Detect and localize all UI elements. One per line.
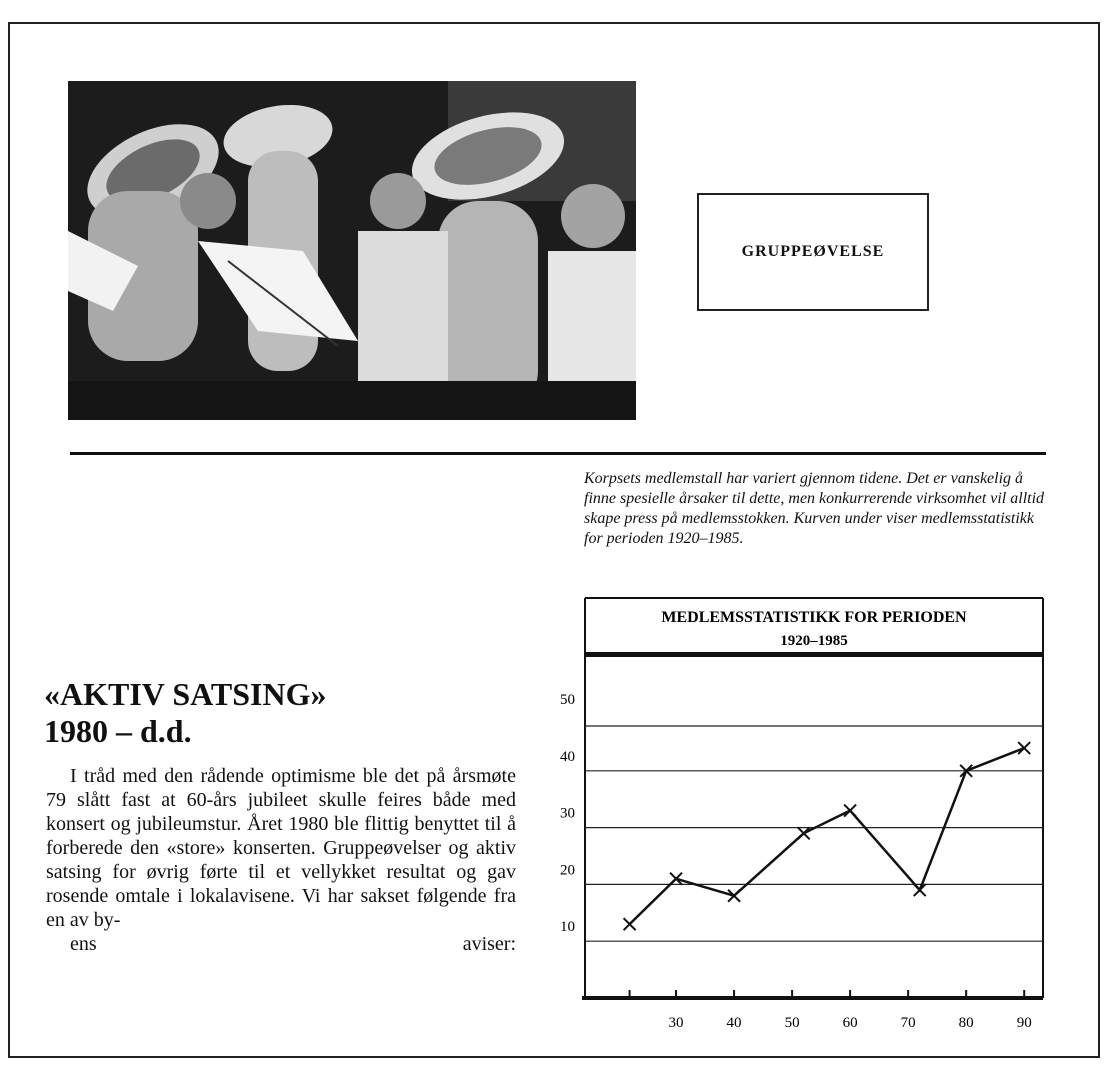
data-point-marker [1018, 742, 1030, 754]
band-photo [68, 81, 636, 420]
chart-title-underline [585, 652, 1043, 657]
data-point-marker [624, 918, 636, 930]
x-tick-label: 50 [784, 1015, 800, 1031]
x-tick-label: 30 [668, 1015, 684, 1031]
y-tick-label: 30 [560, 805, 575, 822]
membership-chart-svg [556, 594, 1056, 1039]
x-tick-label: 60 [842, 1015, 858, 1031]
membership-chart [556, 594, 1056, 1039]
headline-line-1: «AKTIV SATSING» [44, 676, 327, 712]
x-tick-label: 90 [1016, 1015, 1032, 1031]
y-tick-label: 20 [560, 862, 575, 879]
y-tick-label: 50 [560, 692, 575, 708]
section-divider [70, 452, 1046, 455]
article-body-last-right: aviser: [462, 933, 516, 955]
y-tick-label: 10 [560, 919, 575, 936]
membership-line [630, 748, 1025, 924]
group-practice-label: GRUPPEØVELSE [697, 193, 929, 311]
article-body-last-line [46, 932, 516, 956]
chart-caption: Korpsets medlemstall har variert gjennom tidene. Det er vanskelig å finne spesielle årsaker til dette, men konkurrerende virksomhet vil alltid skape press på medlemsstokken. Kurven under viser medlemsstatistikk for perioden 1920–1985. [584, 470, 1045, 547]
article-body-last-left: ens [70, 933, 97, 955]
chart-title: MEDLEMSSTATISTIKK FOR PERIODEN [661, 609, 967, 626]
x-tick-label: 80 [958, 1015, 974, 1031]
x-tick-label: 40 [726, 1015, 742, 1031]
data-point-marker [844, 805, 856, 817]
data-point-marker [798, 827, 810, 839]
headline-line-2: 1980 – d.d. [44, 713, 192, 749]
y-tick-label: 40 [560, 748, 575, 765]
band-photo-illustration [68, 81, 636, 420]
article-body-main: I tråd med den rådende optimisme ble det på årsmøte 79 slått fast at 60-års jubileet skulle feires både med konsert og jubileumstur. Året 1980 ble flittig benyttet til å forberede den «store» konserten. Gruppeøvelser og aktiv satsing for øvrig førte til et vellykket resultat og gav rosende omtale i lokalavisene. Vi har sakset følgende fra en av by- [46, 765, 516, 931]
chart-subtitle: 1920–1985 [780, 633, 848, 649]
data-point-marker [914, 884, 926, 896]
article-body [46, 764, 516, 956]
x-tick-label: 70 [900, 1015, 916, 1031]
article-headline [44, 676, 524, 750]
